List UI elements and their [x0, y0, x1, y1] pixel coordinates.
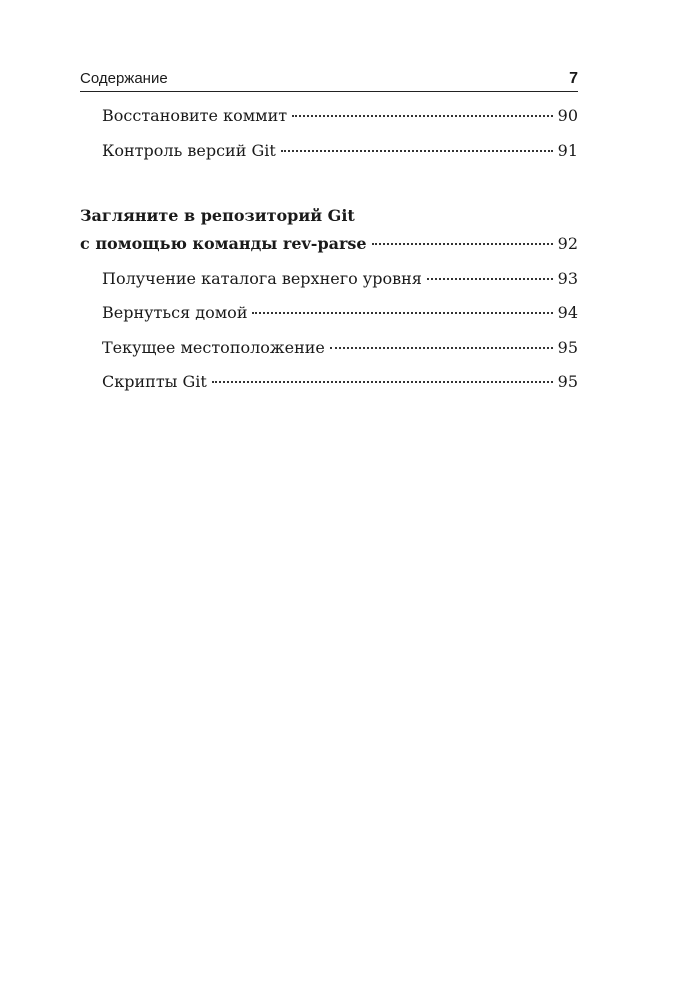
toc-entry-title: Контроль версий Git — [102, 141, 276, 160]
toc-entry[interactable] — [102, 269, 578, 289]
dot-leader — [212, 381, 553, 383]
toc-entry[interactable] — [102, 338, 578, 358]
toc-entry-page: 90 — [557, 106, 578, 125]
dot-leader — [281, 150, 553, 152]
section-heading[interactable] — [80, 234, 578, 254]
running-head-page-number: 7 — [569, 70, 578, 87]
dot-leader — [427, 278, 553, 280]
dot-leader — [330, 347, 553, 349]
section-heading-line1[interactable]: Загляните в репозиторий Git — [80, 206, 355, 225]
dot-leader — [292, 115, 553, 117]
toc-entry-title: Вернуться домой — [102, 303, 248, 322]
toc-entry-title: Скрипты Git — [102, 372, 207, 391]
toc-entry-page: 94 — [557, 303, 578, 322]
toc-entry-title: Текущее местоположение — [102, 338, 325, 357]
toc-entry-title: Получение каталога верхнего уровня — [102, 269, 422, 288]
dot-leader — [372, 243, 553, 245]
toc-entry-page: 91 — [557, 141, 578, 160]
running-head — [80, 70, 578, 92]
toc-entry[interactable] — [102, 141, 578, 161]
toc-entry[interactable] — [102, 106, 578, 126]
toc-entry[interactable] — [102, 303, 578, 323]
toc-entry-page: 95 — [557, 338, 578, 357]
toc-entry-title: Восстановите коммит — [102, 106, 288, 125]
dot-leader — [252, 312, 552, 314]
section-heading-line2: с помощью команды rev-parse — [80, 234, 367, 253]
toc-entry[interactable] — [102, 372, 578, 392]
section-heading-page: 92 — [557, 234, 578, 253]
running-head-title: Содержание — [80, 70, 168, 87]
toc-entry-page: 95 — [557, 372, 578, 391]
toc-entry-page: 93 — [557, 269, 578, 288]
